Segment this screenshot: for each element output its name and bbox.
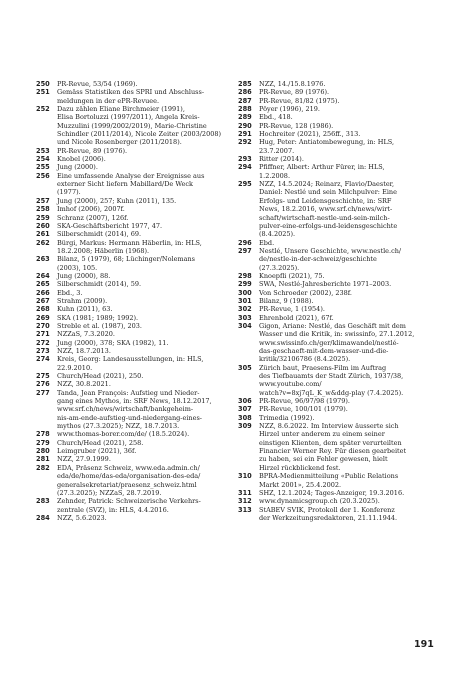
endnote-number: 264 <box>36 271 50 280</box>
endnote <box>36 380 226 388</box>
endnote-text: Pöyer (1996), 219. <box>259 105 320 114</box>
endnote-number: 274 <box>36 355 50 364</box>
endnote <box>36 314 226 322</box>
endnote-text: Silberschmidt (2014), 59. <box>57 280 142 289</box>
endnote-text: Bürgi, Markus: Hermann Häberlin, in: HLS, 18.2.2008; Häberlin (1968). <box>57 238 202 255</box>
endnote-text: PR-Revue, 89 (1976). <box>259 88 330 97</box>
endnote <box>36 105 226 147</box>
endnote-text: Hug, Peter: Antiatombewegung, in: HLS, 23.7.2007. <box>259 138 395 155</box>
endnote-text: Leimgruber (2021), 36f. <box>57 447 137 456</box>
endnotes-right-column <box>238 80 432 522</box>
endnote-text: www.thomas-borer.com/de/ (18.5.2024). <box>57 430 190 439</box>
endnote-text: www.dynamicsgroup.ch (20.3.2025). <box>259 497 380 506</box>
endnote-number: 267 <box>36 296 50 305</box>
endnote-text: NZZ, 5.6.2023. <box>57 513 107 522</box>
endnote-number: 285 <box>238 80 252 88</box>
endnote-number: 291 <box>238 130 252 139</box>
endnote-text: PR-Revue, 81/82 (1975). <box>259 96 340 105</box>
endnote-number: 281 <box>36 455 50 464</box>
endnote-number: 303 <box>238 313 252 322</box>
endnote <box>238 272 432 280</box>
endnote <box>36 430 226 438</box>
endnote <box>36 214 226 222</box>
endnote-text: Jung (2000), 378; SKA (1982), 11. <box>57 338 169 347</box>
endnote <box>238 506 432 523</box>
endnote-number: 282 <box>36 463 50 472</box>
endnote <box>36 347 226 355</box>
endnote-number: 263 <box>36 255 50 264</box>
endnote <box>36 88 226 105</box>
endnote-number: 311 <box>238 488 252 497</box>
endnote-number: 266 <box>36 288 50 297</box>
endnote-text: NZZ, 14./15.8.1976. <box>259 80 326 88</box>
endnote <box>36 447 226 455</box>
endnote-text: PR-Revue, 1 (1954). <box>259 305 325 314</box>
endnote-text: Tanda, Jean François: Aufstieg und Nieder- gang eines Mythos, in: SRF News, 18.12.2017, www.srf.ch/news/wirtschaft/bankgeheim- nis-am-ende-aufstieg-und-niedergang-eines- mythos (27.3.2025); NZZ, 18.7.2013. <box>57 388 212 431</box>
endnote-text: BPRA-Medienmitteilung «Public Relations Markt 2001», 25.4.2002. <box>259 472 399 489</box>
endnote-number: 313 <box>238 505 252 514</box>
endnote-text: Jung (2000), 257; Kuhn (2011), 135. <box>57 196 177 205</box>
endnote-number: 298 <box>238 271 252 280</box>
endnote-number: 256 <box>36 171 50 180</box>
endnote-number: 268 <box>36 305 50 314</box>
endnote <box>238 155 432 163</box>
endnote-number: 304 <box>238 321 252 330</box>
endnote <box>238 88 432 96</box>
endnote-text: Ebd., 418. <box>259 113 293 122</box>
endnote <box>36 330 226 338</box>
endnote <box>238 97 432 105</box>
endnote-text: NZZ, 8.6.2022. Im Interview äusserte sich Hirzel unter anderem zu einem seiner einstigen Klienten, dem später verurteilten Financier Werner Rey. Für diesen gearbeitet zu haben, sei ein Fehler gewesen, hielt Hirzel rückblickend fest. <box>259 422 407 472</box>
endnote-text: NZZaS, 7.3.2020. <box>57 330 115 339</box>
endnote-number: 262 <box>36 238 50 247</box>
endnote <box>36 197 226 205</box>
endnote-text: Schranz (2007), 126f. <box>57 213 129 222</box>
endnote <box>36 305 226 313</box>
endnote <box>36 222 226 230</box>
endnote-text: PR-Revue, 53/54 (1969). <box>57 80 138 88</box>
endnote-text: Ritter (2014). <box>259 155 304 164</box>
endnote-number: 312 <box>238 497 252 506</box>
endnote-text: Zehnder, Patrick: Schweizerische Verkehrs- zentrale (SVZ), in: HLS, 4.4.2016. <box>57 497 201 514</box>
endnote-number: 292 <box>238 138 252 147</box>
endnote <box>238 405 432 413</box>
endnote-text: Dazu zählen Eliane Birchmeier (1991), Elisa Bortoluzzi (1997/2011), Angela Kreis- Muzzulini (1999/2002/2019), Marie-Christine Schindler (2011/2014), Nicole Zeiter (2003/2008) und Nicole Rosenberger (2011/2018). <box>57 105 222 147</box>
endnote-number: 275 <box>36 372 50 381</box>
endnote-text: Ebd. <box>259 238 275 247</box>
endnote-number: 295 <box>238 180 252 189</box>
endnote-number: 257 <box>36 196 50 205</box>
endnote-number: 297 <box>238 246 252 255</box>
page-number: 191 <box>414 639 434 650</box>
endnote-number: 300 <box>238 288 252 297</box>
endnote-number: 253 <box>36 146 50 155</box>
endnote <box>36 455 226 463</box>
endnote <box>238 322 432 364</box>
endnote <box>238 422 432 472</box>
endnote-text: StABEV SVIK, Protokoll der 1. Konferenz der Werkzeitungsredaktoren, 21.11.1944. <box>259 505 398 522</box>
endnote-text: Kuhn (2011), 63. <box>57 305 113 314</box>
endnote-number: 251 <box>36 88 50 97</box>
endnote-number: 287 <box>238 96 252 105</box>
endnote-text: NZZ, 30.8.2021. <box>57 380 111 389</box>
endnote-number: 306 <box>238 397 252 406</box>
endnote-number: 289 <box>238 113 252 122</box>
endnote <box>238 364 432 397</box>
endnote <box>238 414 432 422</box>
endnote-text: NZZ, 18.7.2013. <box>57 347 111 355</box>
endnote-text: Jung (2000). <box>57 163 98 172</box>
endnote <box>36 339 226 347</box>
endnote-text: Eine umfassende Analyse der Ereignisse aus externer Sicht liefern Mabillard/De Weck (1977). <box>57 171 205 197</box>
endnote-text: Bilanz, 9 (1988). <box>259 296 314 305</box>
endnote-number: 255 <box>36 163 50 172</box>
endnote-text: Church/Head (2021), 250. <box>57 372 144 381</box>
endnote-number: 279 <box>36 438 50 447</box>
endnote-text: Knobel (2006). <box>57 155 106 164</box>
endnote <box>238 305 432 313</box>
endnote-text: PR-Revue, 96/97/98 (1979). <box>259 397 350 406</box>
endnote <box>36 514 226 522</box>
endnotes-left-column <box>36 80 226 522</box>
endnote <box>36 464 226 497</box>
endnote <box>238 314 432 322</box>
endnote-number: 265 <box>36 280 50 289</box>
endnote-number: 258 <box>36 205 50 214</box>
endnote-number: 294 <box>238 163 252 172</box>
endnote <box>36 172 226 197</box>
endnote-text: SHZ, 12.1.2024; Tages-Anzeiger, 19.3.2016. <box>259 488 405 497</box>
endnote-number: 260 <box>36 221 50 230</box>
endnote <box>36 389 226 431</box>
endnote-text: SKA (1981; 1989; 1992). <box>57 313 139 322</box>
endnote-text: Bilanz, 5 (1979), 68; Lüchinger/Nolemans (2003), 105. <box>57 255 196 272</box>
endnote <box>36 239 226 256</box>
endnote-text: EDA, Präsenz Schweiz, www.eda.admin.ch/ eda/de/home/das-eda/organisation-des-eda/ generalsekretariat/praesenz_schweiz.html (27.3.2025); NZZaS, 28.7.2019. <box>57 463 201 497</box>
endnote-text: Strahm (2009). <box>57 296 108 305</box>
endnote-number: 305 <box>238 363 252 372</box>
endnote-number: 278 <box>36 430 50 439</box>
endnote-text: PR-Revue, 89 (1976). <box>57 146 128 155</box>
endnote <box>36 230 226 238</box>
endnote <box>36 280 226 288</box>
endnote <box>238 497 432 505</box>
endnote <box>36 163 226 171</box>
endnote <box>36 439 226 447</box>
endnote-text: Ehrenbold (2021), 67f. <box>259 313 334 322</box>
endnote-text: Streble et al. (1987), 203. <box>57 321 143 330</box>
endnote-text: Knoepfli (2021), 75. <box>259 271 325 280</box>
endnote-text: PR-Revue, 128 (1986). <box>259 121 334 130</box>
endnote-text: Hochreiter (2021), 256ff., 313. <box>259 130 361 139</box>
endnote-text: Von Schroeder (2002), 238f. <box>259 288 352 297</box>
endnote-number: 252 <box>36 105 50 114</box>
endnote <box>36 272 226 280</box>
endnote-number: 283 <box>36 497 50 506</box>
endnote-number: 286 <box>238 88 252 97</box>
endnote-text: SWA, Nestlé-Jahresberichte 1971–2003. <box>259 280 392 289</box>
endnote-number: 290 <box>238 121 252 130</box>
endnote <box>36 297 226 305</box>
endnote-number: 269 <box>36 313 50 322</box>
endnote-text: Trimedia (1992). <box>259 413 315 422</box>
endnote-text: Gemäss Statistiken des SPRI und Abschluss- meldungen in der ePR-Revuee. <box>57 88 205 105</box>
endnote-number: 309 <box>238 422 252 431</box>
endnote <box>36 355 226 372</box>
endnote-text: Jung (2000), 88. <box>57 271 111 280</box>
endnote <box>238 472 432 489</box>
endnote <box>36 255 226 272</box>
endnote-number: 254 <box>36 155 50 164</box>
endnote <box>36 80 226 88</box>
endnote <box>238 163 432 180</box>
endnote <box>238 138 432 155</box>
endnote <box>36 289 226 297</box>
endnote <box>238 247 432 272</box>
endnote-number: 293 <box>238 155 252 164</box>
endnote <box>238 297 432 305</box>
endnote <box>238 80 432 88</box>
endnote <box>36 147 226 155</box>
endnote <box>238 130 432 138</box>
endnote-number: 259 <box>36 213 50 222</box>
endnote <box>238 239 432 247</box>
endnote-number: 276 <box>36 380 50 389</box>
endnote <box>238 105 432 113</box>
endnote <box>238 280 432 288</box>
endnote-text: NZZ, 27.9.1999. <box>57 455 111 464</box>
endnote <box>36 322 226 330</box>
endnote-text: Gigon, Ariane: Nestlé, das Geschäft mit dem Wasser und die Kritik, in: swissinfo, 27.1.2012, www.swissinfo.ch/ger/klimawandel/nestlé- das-geschaeft-mit-dem-wasser-und-die- kritik/32106786 (8.4.2025). <box>259 321 415 364</box>
endnote-text: PR-Revue, 100/101 (1979). <box>259 405 348 414</box>
endnote-text: Silberschmidt (2014), 69. <box>57 230 142 239</box>
endnote-number: 250 <box>36 80 50 88</box>
endnote-number: 270 <box>36 321 50 330</box>
endnote-number: 310 <box>238 472 252 481</box>
endnote-text: SKA-Geschäftsbericht 1977, 47. <box>57 221 163 230</box>
endnote <box>36 372 226 380</box>
endnote-text: NZZ, 14.5.2024; Reinarz, Flavio/Daester, Daniel: Nestlé und sein Milchpulver: Eine Erfolgs- und Leidensgeschichte, in: SRF News, 18.2.2016, www.srf.ch/news/wirt- schaft/wirtschaft-nestle-und-sein-milch- pulver-eine-erfolgs-und-leidensgeschichte (8.4.2025). <box>259 180 398 239</box>
endnote-number: 273 <box>36 347 50 355</box>
endnote <box>36 497 226 514</box>
endnote-text: Pfiffner, Albert: Arthur Fürer, in: HLS, 1.2.2008. <box>259 163 385 180</box>
endnote <box>36 205 226 213</box>
endnote <box>238 122 432 130</box>
endnote <box>36 155 226 163</box>
endnote <box>238 113 432 121</box>
endnote <box>238 289 432 297</box>
endnote-number: 277 <box>36 388 50 397</box>
endnote-text: Zürich baut, Praesens-Film im Auftrag des Tiefbauamts der Stadt Zürich, 1937/38, www.youtube.com/ watch?v=8xj7qL_K_w&ddg-play (7.4.2025). <box>259 363 404 397</box>
endnote-text: Ebd., 3. <box>57 288 83 297</box>
endnote-number: 299 <box>238 280 252 289</box>
endnote <box>238 180 432 238</box>
endnote-number: 301 <box>238 296 252 305</box>
endnote-number: 271 <box>36 330 50 339</box>
endnote-number: 261 <box>36 230 50 239</box>
endnote-number: 308 <box>238 413 252 422</box>
endnote-text: Nestlé, Unsere Geschichte, www.nestle.ch/ de/nestle-in-der-schweiz/geschichte (27.3.2025). <box>259 246 402 272</box>
endnote-number: 296 <box>238 238 252 247</box>
endnote <box>238 489 432 497</box>
endnote <box>238 397 432 405</box>
endnote-number: 307 <box>238 405 252 414</box>
endnote-number: 280 <box>36 447 50 456</box>
endnote-text: Kreis, Georg: Landesausstellungen, in: HLS, 22.9.2010. <box>57 355 204 372</box>
endnote-number: 288 <box>238 105 252 114</box>
endnote-text: Church/Head (2021), 258. <box>57 438 144 447</box>
endnote-number: 302 <box>238 305 252 314</box>
endnote-text: Imhof (2006), 2007f. <box>57 205 125 214</box>
endnote-number: 272 <box>36 338 50 347</box>
endnote-number: 284 <box>36 513 50 522</box>
